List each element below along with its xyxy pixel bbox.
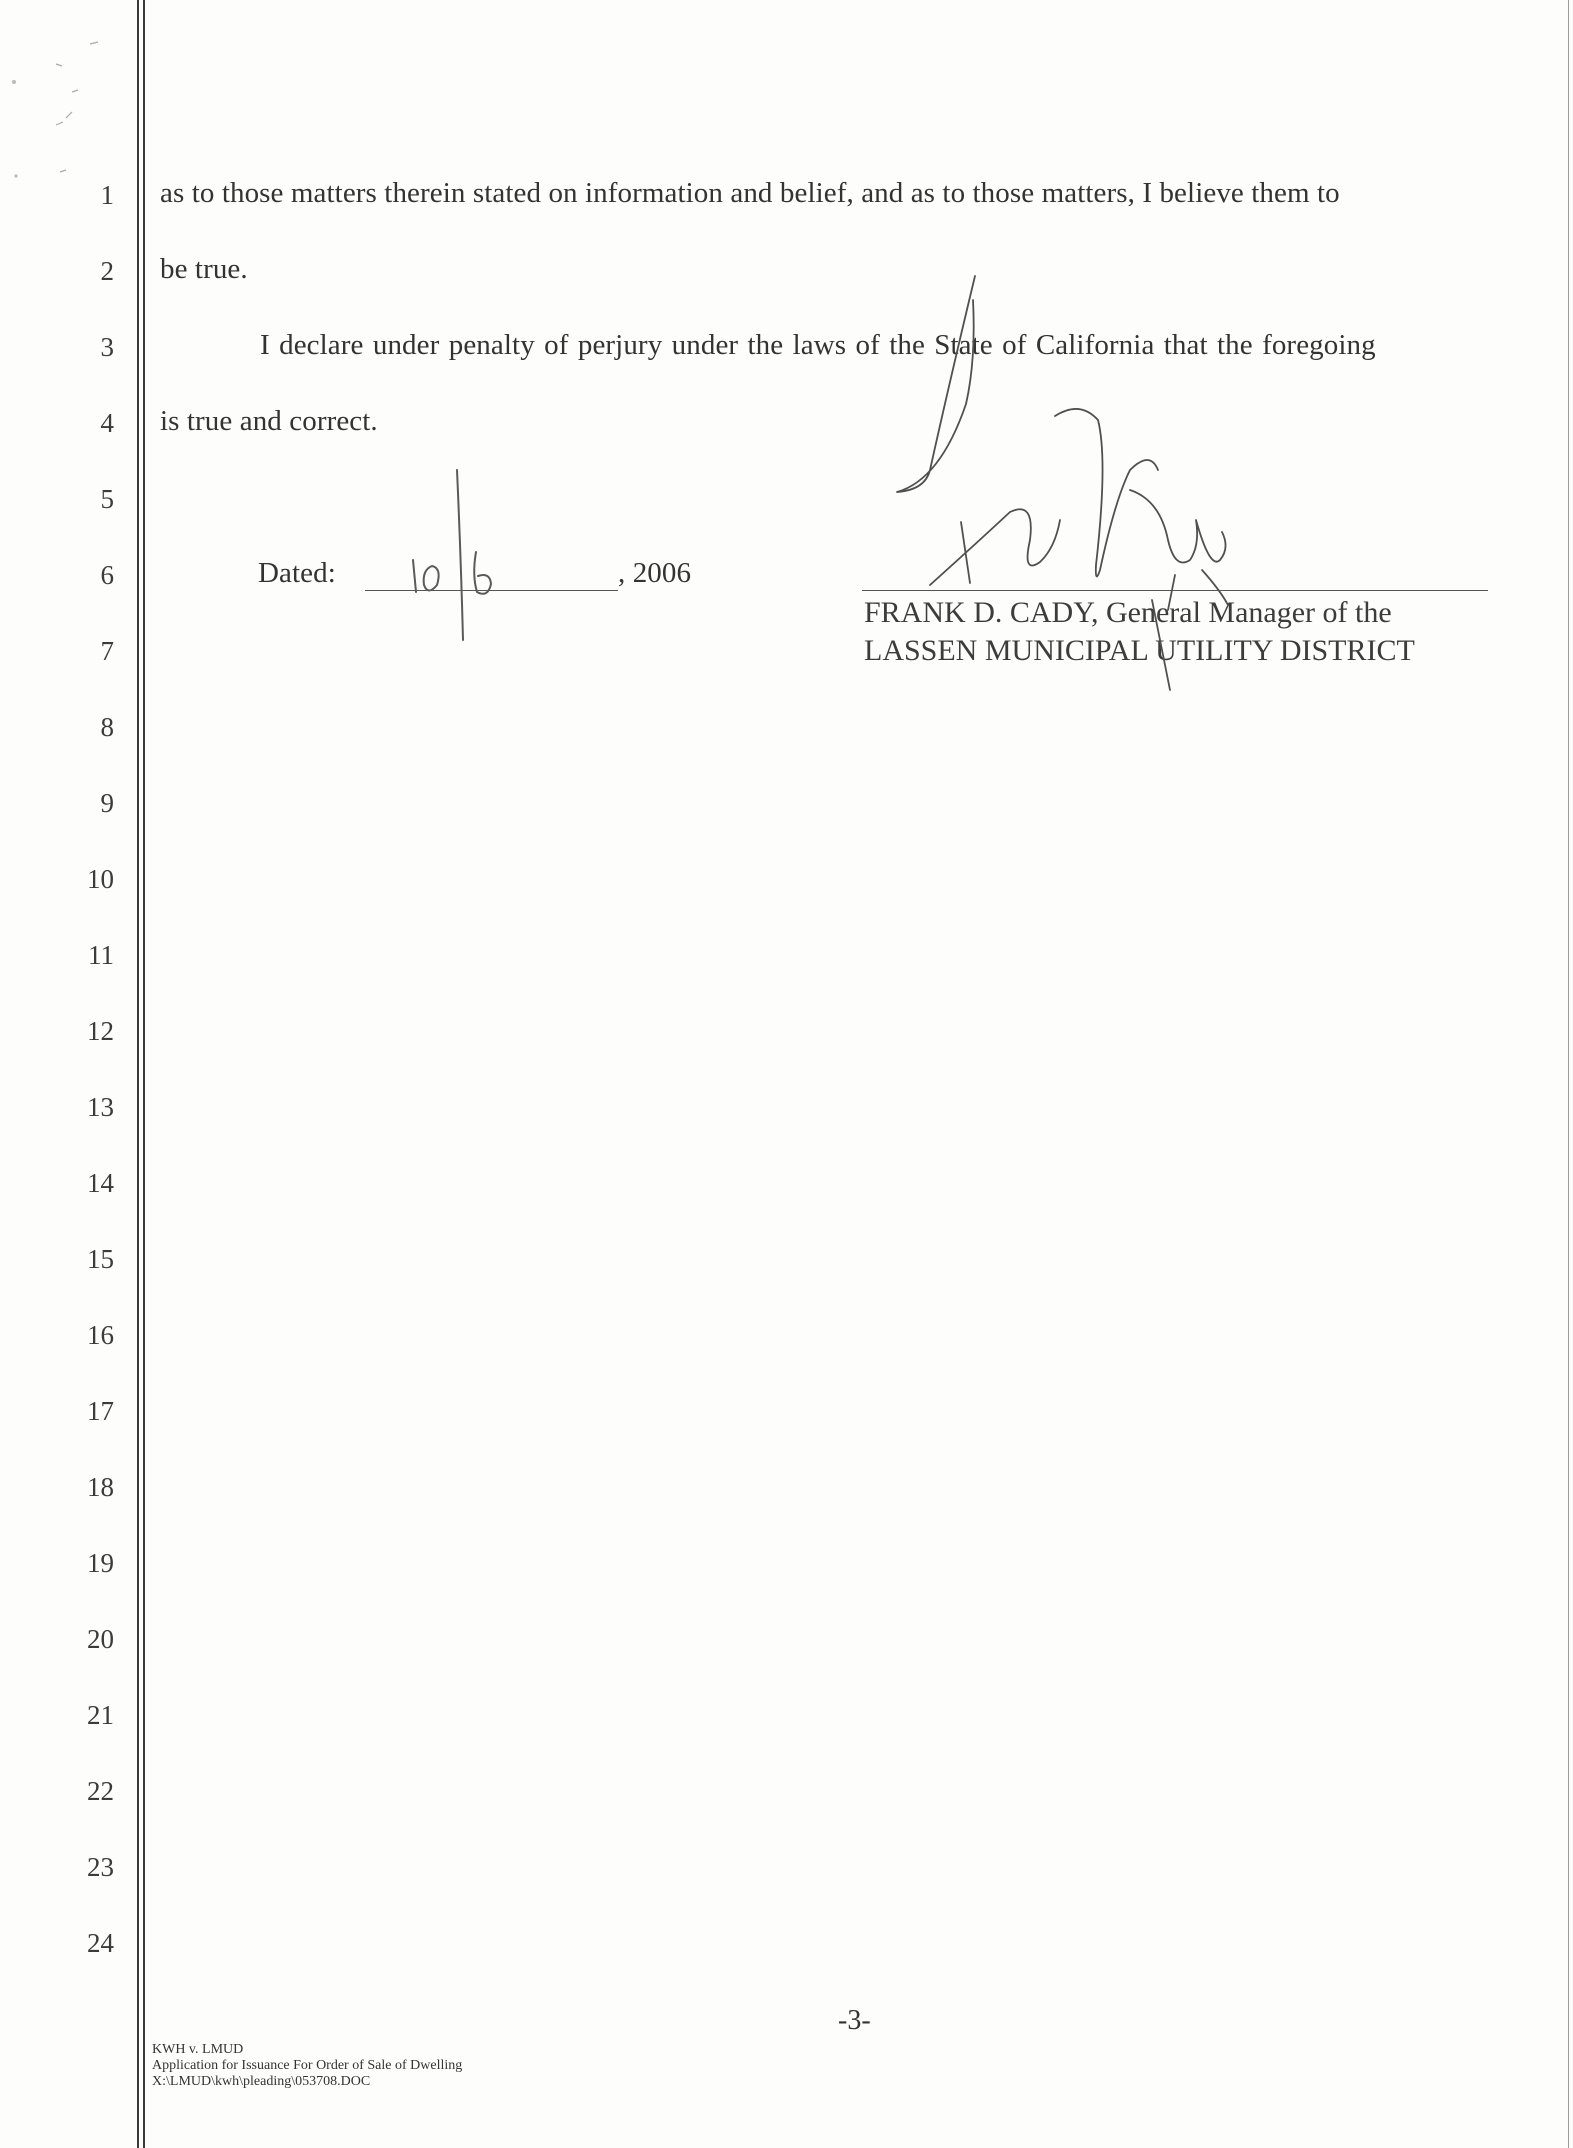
handwritten-date (413, 470, 491, 640)
line-number: 18 (87, 1472, 114, 1502)
signature (897, 276, 1228, 690)
footer-file-path: X:\LMUD\kwh\pleading\053708.DOC (152, 2074, 371, 2089)
line-number: 15 (87, 1244, 114, 1274)
line-number: 23 (87, 1852, 114, 1882)
body-line-3: I declare under penalty of perjury under the laws of the State of California that the foregoing (260, 329, 1376, 361)
signer-name: FRANK D. CADY, General Manager of the (864, 596, 1392, 629)
line-number: 7 (100, 636, 114, 666)
line-number: 14 (87, 1168, 114, 1198)
line-number: 2 (100, 256, 114, 286)
body-line-4: is true and correct. (160, 405, 378, 437)
line-number: 4 (100, 408, 114, 438)
body-line-1: as to those matters therein stated on information and belief, and as to those matters, I believe them to (160, 177, 1340, 209)
line-number: 11 (88, 940, 114, 970)
line-number: 8 (100, 712, 114, 742)
line-number: 20 (87, 1624, 114, 1654)
body-line-2: be true. (160, 253, 248, 285)
line-number: 10 (87, 864, 114, 894)
document-footer (152, 2042, 462, 2090)
line-number: 17 (87, 1396, 114, 1426)
line-number: 6 (100, 560, 114, 590)
dated-year: , 2006 (618, 557, 692, 589)
line-number: 3 (100, 332, 114, 362)
line-number: 24 (87, 1928, 114, 1958)
line-number: 5 (100, 484, 114, 514)
line-number: 21 (87, 1700, 114, 1730)
line-number: 9 (100, 788, 114, 818)
line-number: 19 (87, 1548, 114, 1578)
dated-label: Dated: (258, 557, 336, 589)
handwriting-overlay (0, 0, 1573, 700)
line-number: 12 (87, 1016, 114, 1046)
line-number: 13 (87, 1092, 114, 1122)
page-number: -3- (838, 2005, 871, 2036)
footer-title: Application for Issuance For Order of Sale of Dwelling (152, 2058, 463, 2073)
footer-case: KWH v. LMUD (152, 2042, 244, 2057)
line-number: 16 (87, 1320, 114, 1350)
line-number: 22 (87, 1776, 114, 1806)
line-number: 1 (100, 180, 114, 210)
signer-organization: LASSEN MUNICIPAL UTILITY DISTRICT (864, 634, 1415, 667)
